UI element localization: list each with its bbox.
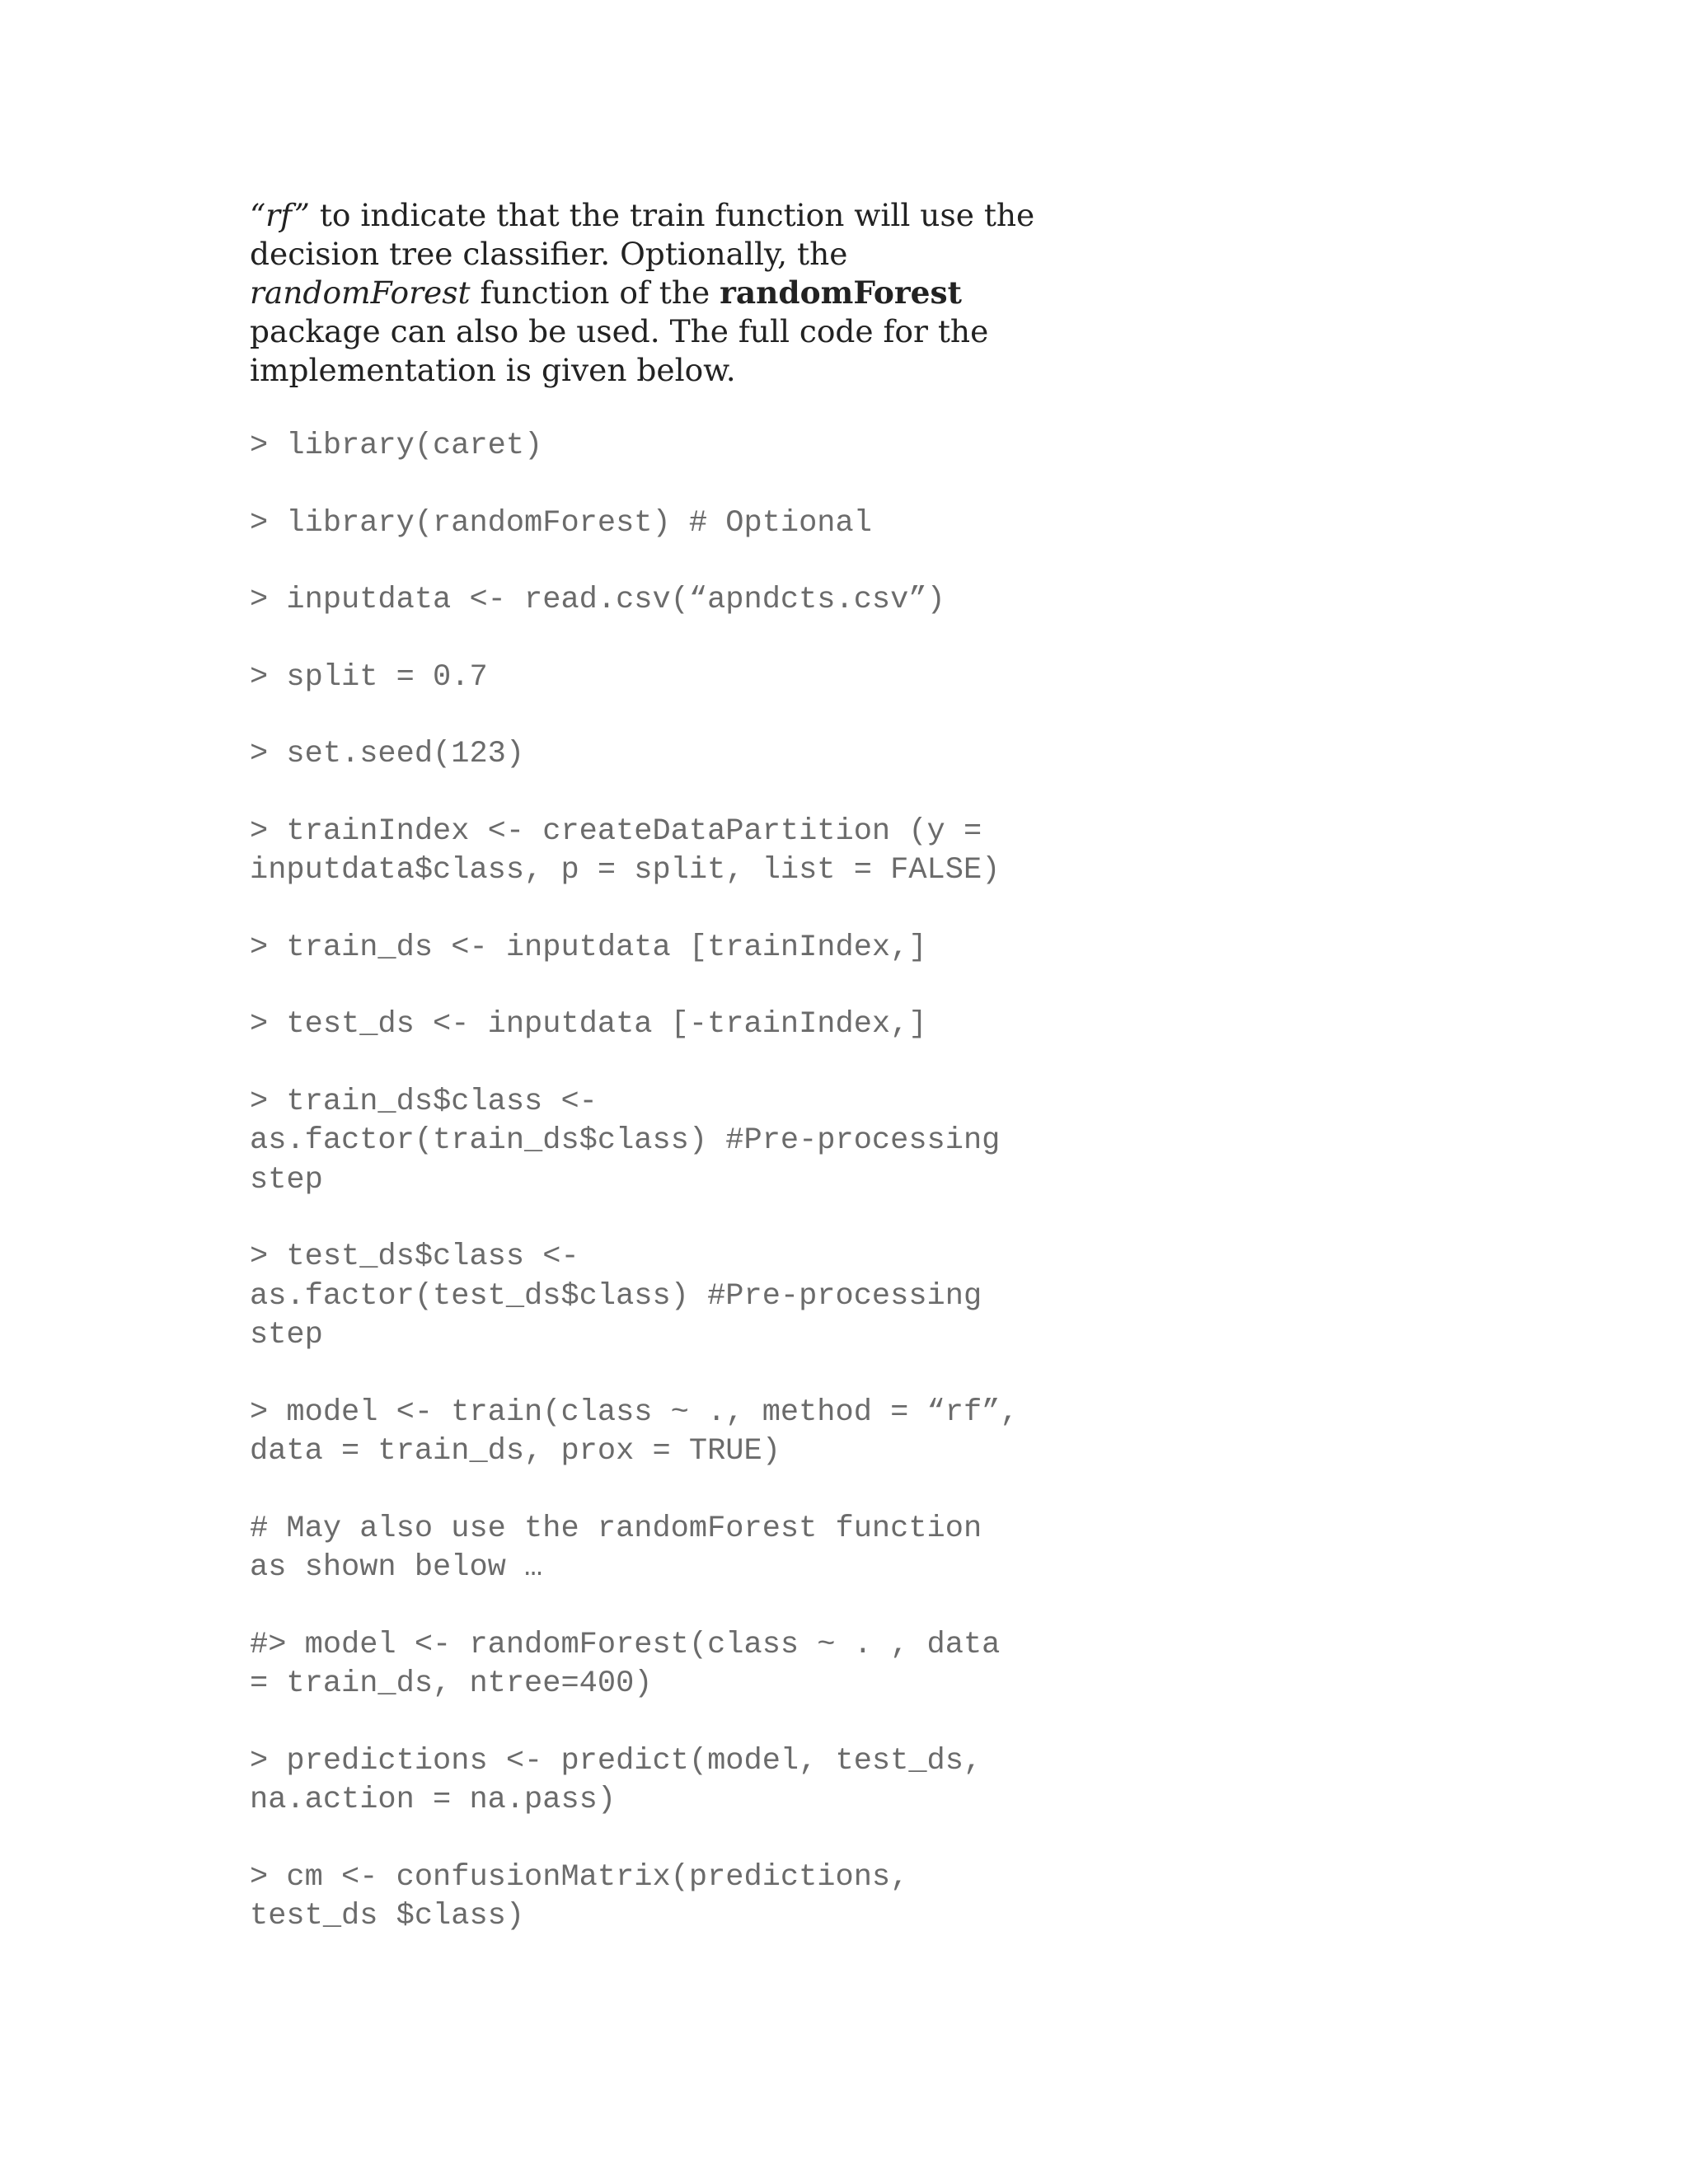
rf-italic: “rf” — [250, 197, 310, 233]
code-line-train-ds: > train_ds <- inputdata [trainIndex,] — [250, 930, 927, 965]
code-line-randomforest-alt: #> model <- randomForest(class ~ . , data = train_ds, ntree=400) — [250, 1627, 1001, 1701]
randomforest-italic: randomForest — [250, 274, 471, 311]
code-line-comment: # May also use the randomForest function as shown below … — [250, 1511, 982, 1585]
intro-text-3: package can also be used. The full code for the implementation is given below. — [250, 313, 989, 388]
randomforest-bold: randomForest — [720, 274, 962, 311]
code-line-model-train: > model <- train(class ~ ., method = “rf”, data = train_ds, prox = TRUE) — [250, 1394, 1019, 1469]
code-line-predictions: > predictions <- predict(model, test_ds, na.action = na.pass) — [250, 1743, 982, 1817]
code-line-train-index: > trainIndex <- createDataPartition (y = inputdata$class, p = split, list = FALSE) — [250, 813, 1001, 888]
code-line-library-caret: > library(caret) — [250, 429, 543, 463]
code-line-test-ds: > test_ds <- inputdata [-trainIndex,] — [250, 1007, 927, 1042]
code-line-set-seed: > set.seed(123) — [250, 737, 525, 771]
code-line-test-factor: > test_ds$class <- as.factor(test_ds$class) #Pre-processing step — [250, 1240, 982, 1352]
code-line-confusion-matrix: > cm <- confusionMatrix(predictions, test_ds $class) — [250, 1859, 909, 1933]
code-line-train-factor: > train_ds$class <- as.factor(train_ds$class) #Pre-processing step — [250, 1084, 1001, 1197]
intro-paragraph — [250, 196, 1041, 390]
code-line-library-randomforest: > library(randomForest) # Optional — [250, 505, 872, 541]
intro-text-1: to indicate that the train function will use the decision tree classifier. Optionally, the — [250, 197, 1035, 272]
code-line-read-csv: > inputdata <- read.csv(“apndcts.csv”) — [250, 583, 945, 617]
code-line-split: > split = 0.7 — [250, 659, 488, 695]
intro-text-2: function of the — [470, 274, 720, 311]
code-block — [250, 427, 1025, 1975]
